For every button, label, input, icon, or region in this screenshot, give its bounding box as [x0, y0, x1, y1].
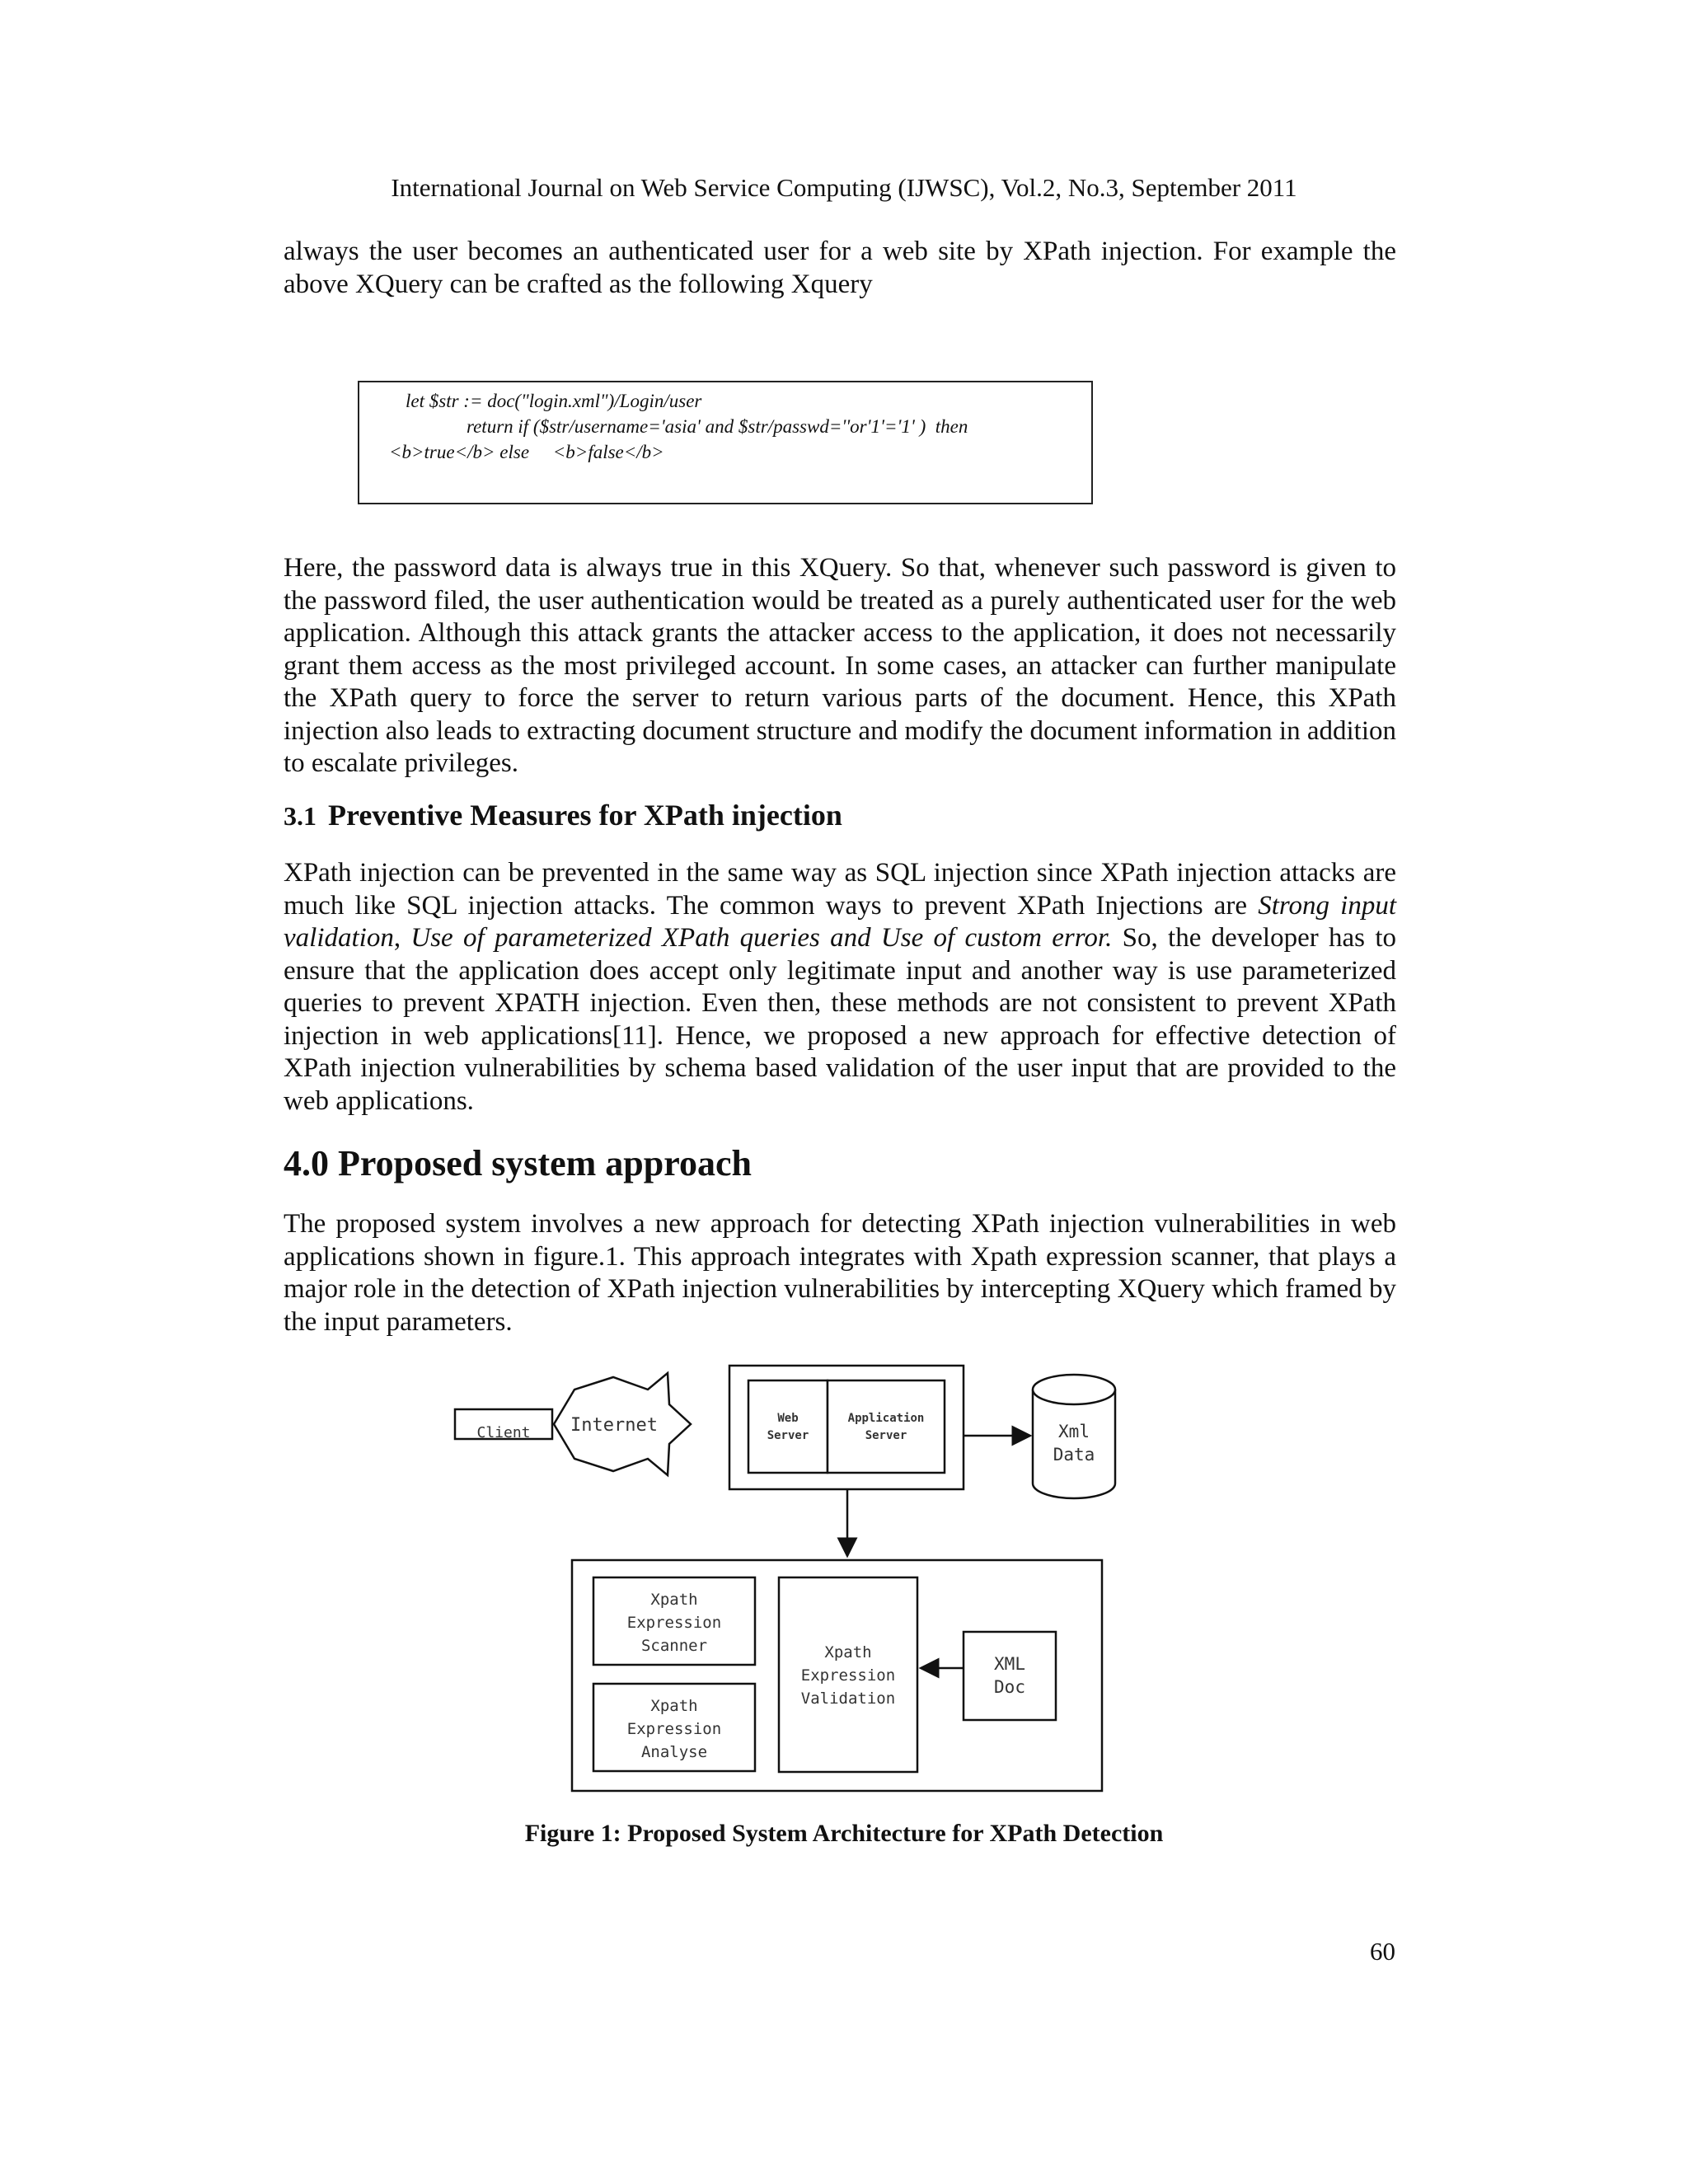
running-header: International Journal on Web Service Computing (IJWSC), Vol.2, No.3, September 2011 [391, 173, 1297, 202]
web-server-label-1: Web [777, 1412, 799, 1425]
xml-doc-label-1: XML [994, 1654, 1025, 1674]
web-server-box [748, 1380, 828, 1473]
client-node [455, 1409, 552, 1441]
section-title: Preventive Measures for XPath injection [328, 799, 842, 832]
xml-data-label-1: Xml [1058, 1422, 1090, 1441]
preventive-italic-1: Strong input validation [284, 890, 1396, 953]
client-label: Client [476, 1424, 531, 1441]
proposed-text: The proposed system involves a new approach for detecting XPath injection vulnerabilities in web applications shown in figure.1. This approach integrates with Xpath expression scanner, that plays a major role in the detection of XPath injection vulnerabilities by intercepting XQuery which framed by the input parameters. [284, 1209, 1396, 1337]
preventive-text-2: So, the developer has to ensure that the application does accept only legitimate input and another way is use parameterized queries to prevent XPATH injection. Even then, these methods are not consistent to prevent XPath injection in web applications[11]. Hence, we proposed a new approach for effective detection of XPath injection vulnerabilities by schema based validation of the user input that are provided to the web applications. [284, 923, 1396, 1116]
xml-doc-box [964, 1632, 1056, 1720]
preventive-text-1: XPath injection can be prevented in the same way as SQL injection since XPath injection attacks are much like SQL injection attacks. The common ways to prevent XPath Injections are [284, 858, 1396, 921]
web-server-label-2: Server [767, 1429, 809, 1442]
code-line-1: let $str := doc("login.xml")/Login/user [406, 391, 702, 411]
preventive-italic-2: Use of parameterized XPath queries and Use of custom error. [410, 923, 1113, 953]
xml-data-label-2: Data [1053, 1445, 1095, 1465]
xml-data-node [1033, 1375, 1115, 1498]
section-number: 3.1 [284, 801, 316, 831]
server-container [729, 1366, 964, 1489]
scanner-label-1: Xpath [650, 1591, 698, 1609]
xml-doc-label-2: Doc [994, 1677, 1025, 1697]
figure-caption: Figure 1: Proposed System Architecture for XPath Detection [524, 1820, 1164, 1847]
detection-container [572, 1560, 1102, 1791]
analyse-label-1: Xpath [650, 1697, 698, 1715]
code-line-2: return if ($str/username='asia' and $str/passwd=''or'1'='1' ) then [467, 416, 968, 437]
app-server-label-2: Server [865, 1429, 907, 1442]
section-heading-4-0: 4.0 Proposed system approach [284, 1143, 752, 1183]
internet-label: Internet [570, 1415, 658, 1436]
app-server-label-1: Application [847, 1412, 925, 1425]
scanner-label-3: Scanner [640, 1637, 708, 1655]
app-server-box [828, 1380, 945, 1473]
preventive-sep: , [393, 923, 411, 953]
page-number: 60 [1370, 1937, 1395, 1966]
validation-label-2: Expression [800, 1666, 896, 1685]
intro-text: always the user becomes an authenticated user for a web site by XPath injection. For example the above XQuery can be crafted as the following Xquery [284, 237, 1396, 299]
analyse-label-3: Analyse [640, 1743, 708, 1761]
internet-node [554, 1373, 691, 1475]
code-line-3: <b>true</b> else <b>false</b> [389, 442, 664, 462]
scanner-label-2: Expression [626, 1614, 722, 1632]
validation-label-1: Xpath [824, 1643, 872, 1661]
xpath-attack-text: Here, the password data is always true in this XQuery. So that, whenever such password is given to the password filed, the user authentication would be treated as a purely authenticated user for the web application. Although this attack grants the attacker access to the application, it does not necessarily grant them access as the most privileged account. In some cases, an attacker can further manipulate the XPath query to force the server to return various parts of the document. Hence, this XPath injection also leads to extracting document structure and modify the document information in addition to escalate privileges. [284, 553, 1396, 778]
validation-label-3: Validation [800, 1690, 896, 1708]
analyse-label-2: Expression [626, 1720, 722, 1738]
